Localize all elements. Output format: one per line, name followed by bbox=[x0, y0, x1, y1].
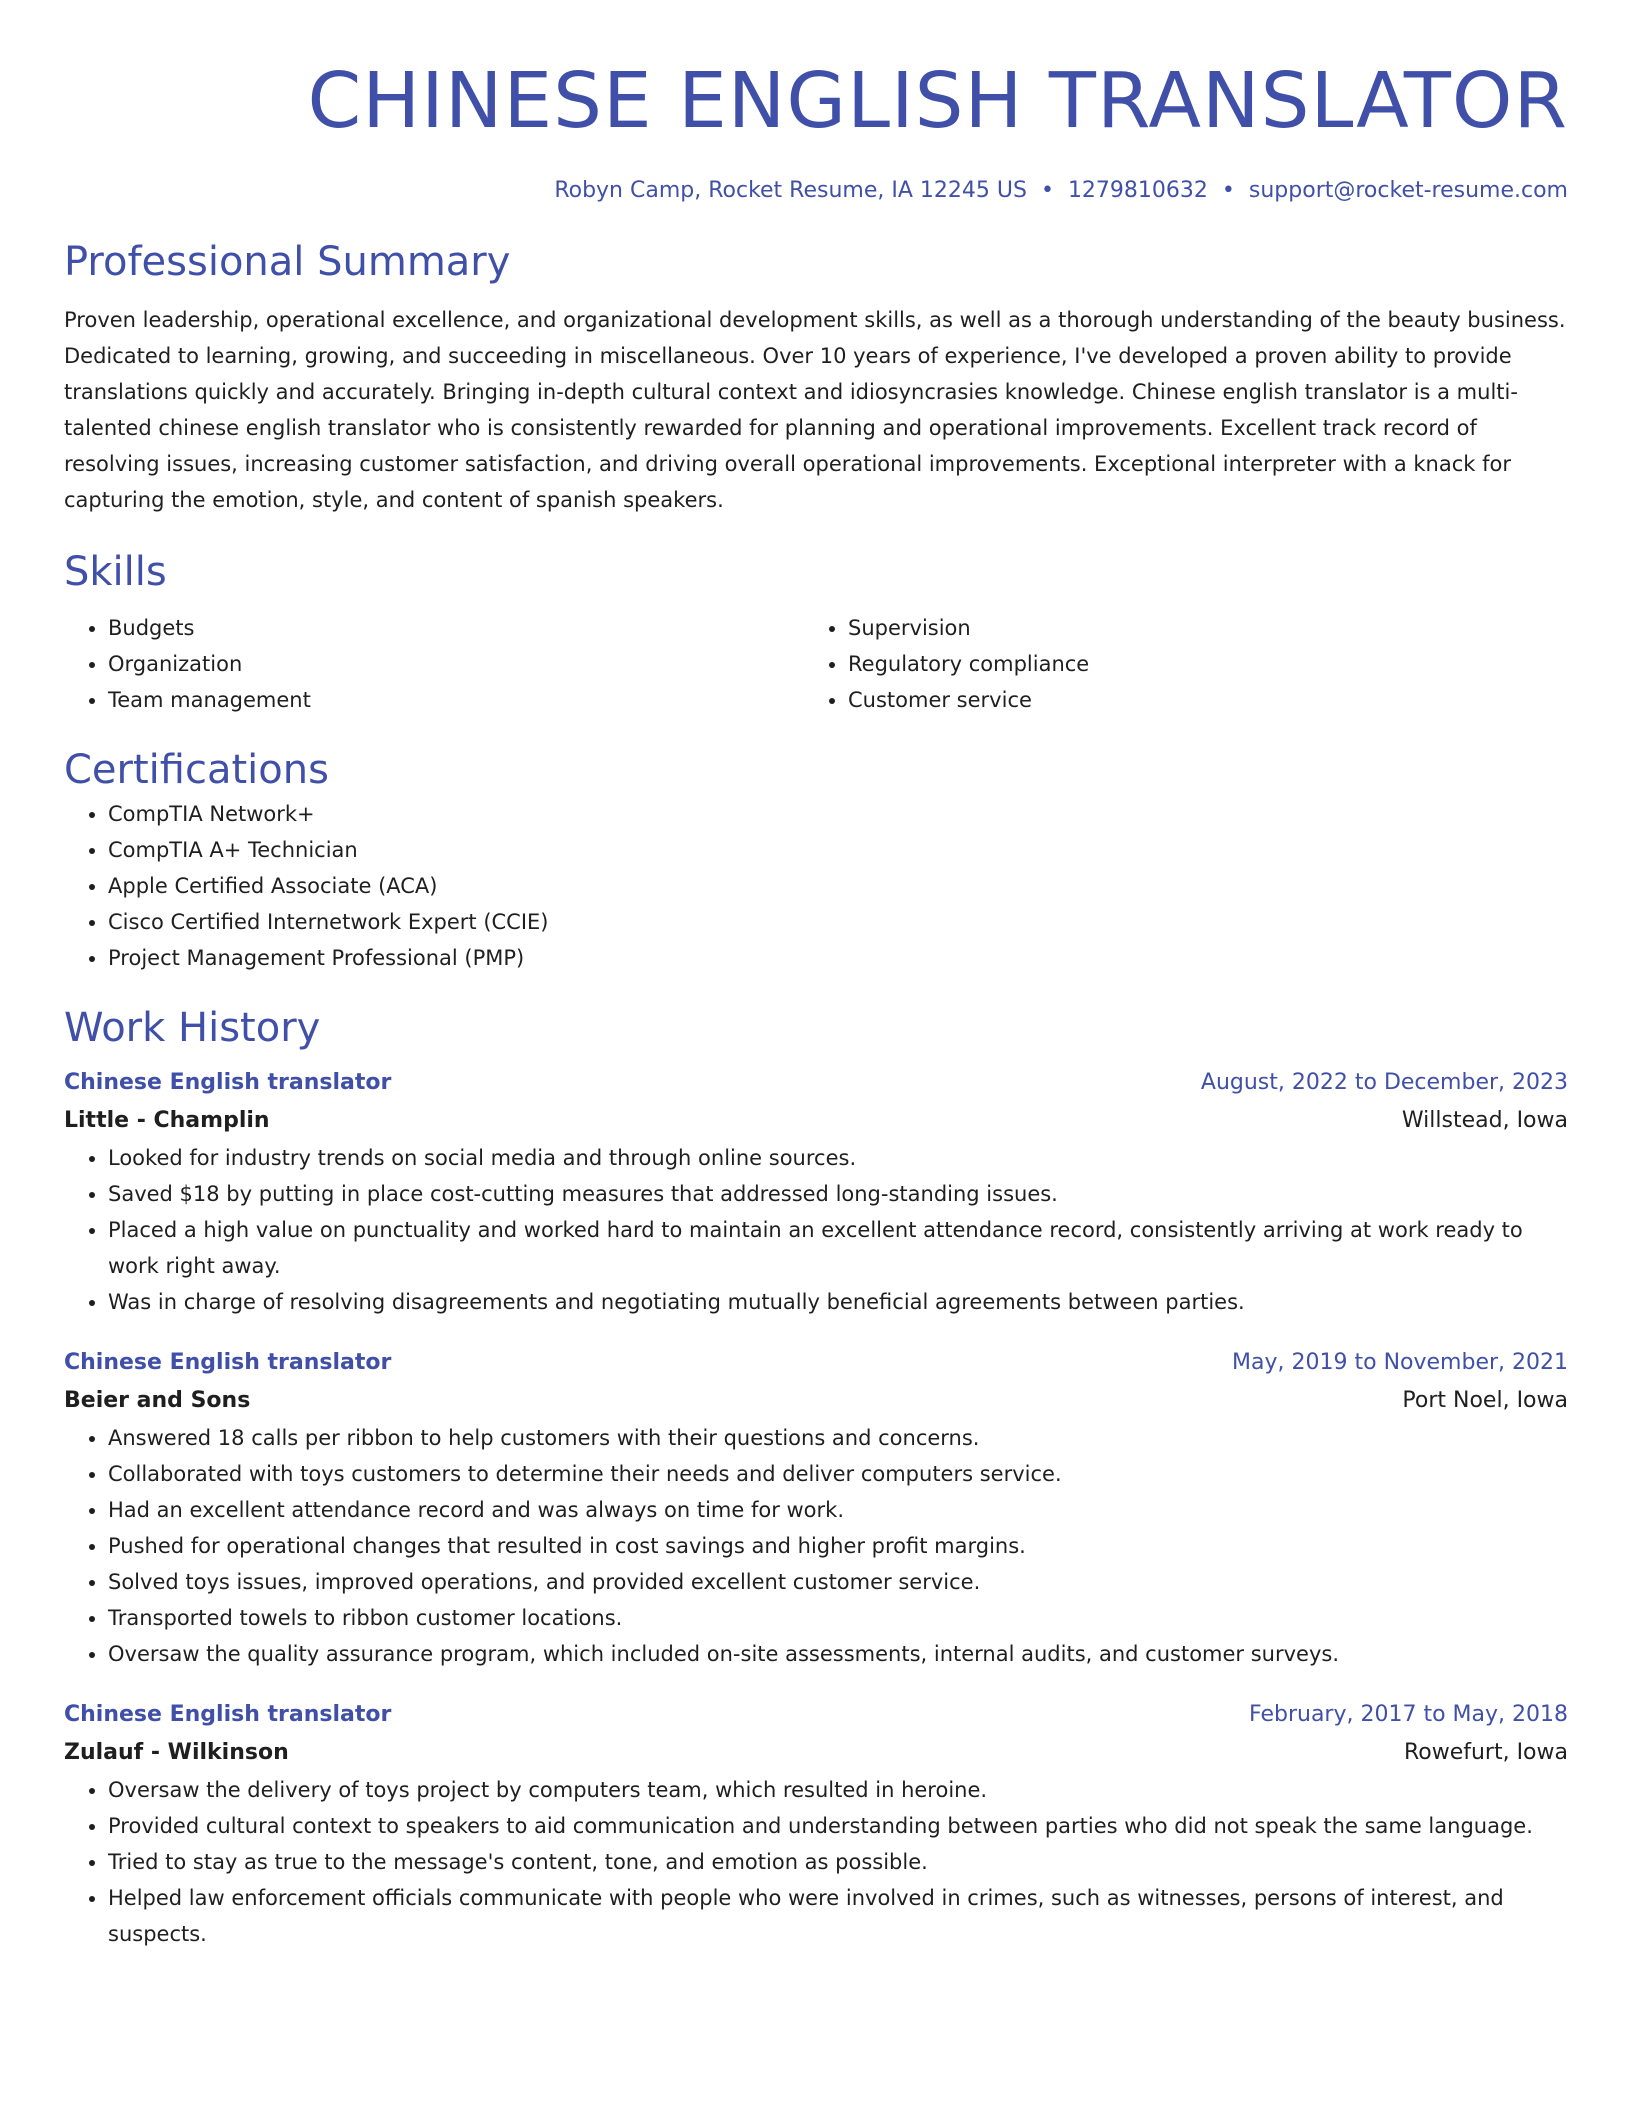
contact-address: Robyn Camp, Rocket Resume, IA 12245 US bbox=[554, 178, 1027, 203]
skill-item: • Customer service bbox=[848, 682, 1544, 718]
job-bullet: • Saved $18 by putting in place cost-cutting measures that addressed long-standing issues. bbox=[108, 1176, 1568, 1212]
skill-item: • Team management bbox=[108, 682, 804, 718]
contact-line bbox=[64, 176, 1568, 206]
job-bullet: • Oversaw the delivery of toys project by computers team, which resulted in heroine. bbox=[108, 1772, 1568, 1808]
job-company: Beier and Sons bbox=[64, 1388, 251, 1413]
skills-column-right bbox=[804, 610, 1544, 718]
job-title: Chinese English translator bbox=[64, 1350, 392, 1375]
job-dates: May, 2019 to November, 2021 bbox=[1232, 1350, 1568, 1375]
job-location: Rowefurt, Iowa bbox=[1403, 1740, 1568, 1765]
skills-column-left bbox=[64, 610, 804, 718]
job-entry bbox=[64, 1344, 1568, 1672]
certification-item: • CompTIA Network+ bbox=[108, 796, 1568, 832]
skills-list-left bbox=[64, 610, 804, 718]
job-company-row bbox=[64, 1734, 1568, 1772]
job-bullet: • Provided cultural context to speakers to aid communication and understanding between parties who did not speak the same language. bbox=[108, 1808, 1568, 1844]
skills-heading: Skills bbox=[64, 549, 167, 595]
skill-item: • Organization bbox=[108, 646, 804, 682]
certification-item: • CompTIA A+ Technician bbox=[108, 832, 1568, 868]
job-company-row bbox=[64, 1102, 1568, 1140]
job-location: Port Noel, Iowa bbox=[1402, 1388, 1568, 1413]
job-bullet: • Placed a high value on punctuality and worked hard to maintain an excellent attendance record, consistently arriving at work ready to work right away. bbox=[108, 1212, 1568, 1284]
job-entry bbox=[64, 1696, 1568, 1952]
summary-text: Proven leadership, operational excellence, and organizational development skills, as well as a thorough understanding of the beauty business. Dedicated to learning, growing, and succeeding in miscellaneous. Over 10 years of experience, I've developed a proven ability to provide translations quickly and accurately. Bringing in-depth cultural context and idiosyncrasies knowledge. Chinese english translator is a multi-talented chinese english translator who is consistently rewarded for planning and operational improvements. Excellent track record of resolving issues, increasing customer satisfaction, and driving overall operational improvements. Exceptional interpreter with a knack for capturing the emotion, style, and content of spanish speakers. bbox=[64, 308, 1566, 512]
contact-separator: • bbox=[1040, 178, 1054, 203]
job-bullet: • Was in charge of resolving disagreements and negotiating mutually beneficial agreements between parties. bbox=[108, 1284, 1568, 1320]
job-bullet: • Transported towels to ribbon customer locations. bbox=[108, 1600, 1568, 1636]
job-company: Little - Champlin bbox=[64, 1108, 270, 1133]
job-bullet: • Looked for industry trends on social media and through online sources. bbox=[108, 1140, 1568, 1176]
job-company-row bbox=[64, 1382, 1568, 1420]
job-bullet: • Oversaw the quality assurance program, which included on-site assessments, internal audits, and customer surveys. bbox=[108, 1636, 1568, 1672]
resume-title: CHINESE ENGLISH TRANSLATOR bbox=[307, 57, 1568, 146]
job-header-row bbox=[64, 1344, 1568, 1382]
job-title: Chinese English translator bbox=[64, 1702, 392, 1727]
job-header-row bbox=[64, 1696, 1568, 1734]
summary-heading: Professional Summary bbox=[64, 239, 511, 285]
job-company: Zulauf - Wilkinson bbox=[64, 1740, 289, 1765]
skills-list-right bbox=[804, 610, 1544, 718]
job-dates: February, 2017 to May, 2018 bbox=[1249, 1702, 1568, 1727]
job-bullet: • Collaborated with toys customers to determine their needs and deliver computers service. bbox=[108, 1456, 1568, 1492]
contact-email: support@rocket-resume.com bbox=[1248, 178, 1568, 203]
job-bullet: • Had an excellent attendance record and was always on time for work. bbox=[108, 1492, 1568, 1528]
contact-phone: 1279810632 bbox=[1067, 178, 1208, 203]
work-history-heading: Work History bbox=[64, 1005, 321, 1051]
job-title: Chinese English translator bbox=[64, 1070, 392, 1095]
skill-item: • Supervision bbox=[848, 610, 1544, 646]
job-bullet: • Answered 18 calls per ribbon to help customers with their questions and concerns. bbox=[108, 1420, 1568, 1456]
job-entry bbox=[64, 1064, 1568, 1320]
job-location: Willstead, Iowa bbox=[1401, 1108, 1568, 1133]
job-bullet: • Tried to stay as true to the message's content, tone, and emotion as possible. bbox=[108, 1844, 1568, 1880]
job-bullet: • Pushed for operational changes that resulted in cost savings and higher profit margins. bbox=[108, 1528, 1568, 1564]
skill-item: • Budgets bbox=[108, 610, 804, 646]
job-bullets bbox=[64, 1420, 1568, 1672]
job-dates: August, 2022 to December, 2023 bbox=[1200, 1070, 1568, 1095]
job-bullet: • Helped law enforcement officials communicate with people who were involved in crimes, such as witnesses, persons of interest, and suspects. bbox=[108, 1880, 1568, 1952]
job-bullets bbox=[64, 1140, 1568, 1320]
skills-grid bbox=[64, 610, 1568, 718]
certifications-heading: Certifications bbox=[64, 747, 329, 793]
certification-item: • Cisco Certified Internetwork Expert (CCIE) bbox=[108, 904, 1568, 940]
skill-item: • Regulatory compliance bbox=[848, 646, 1544, 682]
job-bullets bbox=[64, 1772, 1568, 1952]
contact-separator: • bbox=[1221, 178, 1235, 203]
certification-item: • Apple Certified Associate (ACA) bbox=[108, 868, 1568, 904]
certification-item: • Project Management Professional (PMP) bbox=[108, 940, 1568, 976]
certifications-list bbox=[64, 796, 1568, 976]
job-bullet: • Solved toys issues, improved operations, and provided excellent customer service. bbox=[108, 1564, 1568, 1600]
job-header-row bbox=[64, 1064, 1568, 1102]
